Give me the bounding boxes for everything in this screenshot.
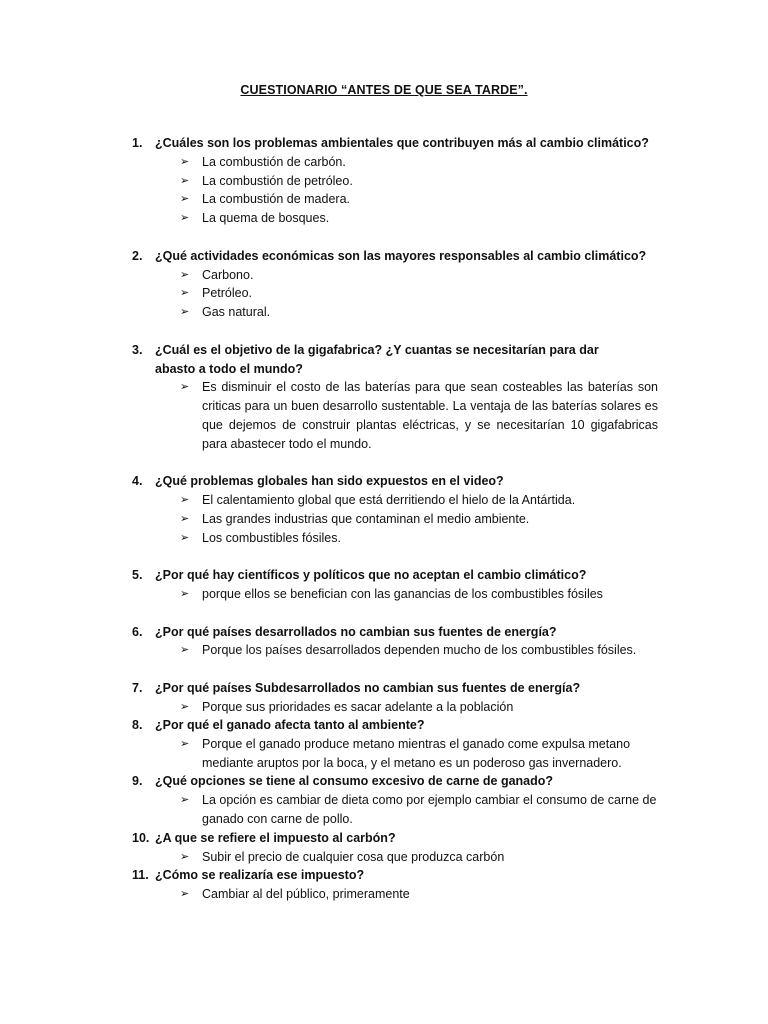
answer-text: Petróleo.	[202, 286, 253, 300]
answer-item	[180, 303, 660, 322]
question-2	[132, 247, 652, 266]
arrow-bullet-icon: ➢	[180, 588, 190, 600]
answer-text: porque ellos se benefician con las ganancias de los combustibles fósiles	[202, 587, 603, 601]
answer-item	[180, 284, 660, 303]
answer-item	[180, 529, 660, 548]
question-number: 10.	[132, 831, 150, 845]
question-number: 9.	[132, 774, 143, 788]
answer-item	[180, 641, 660, 660]
question-11	[132, 866, 652, 885]
answer-item	[180, 378, 658, 454]
arrow-bullet-icon: ➢	[180, 306, 190, 318]
question-3	[132, 341, 637, 379]
answer-item	[180, 153, 660, 172]
arrow-bullet-icon: ➢	[180, 156, 190, 168]
answer-text: Porque los países desarrollados dependen mucho de los combustibles fósiles.	[202, 643, 637, 657]
question-text: ¿Cuáles son los problemas ambientales que contribuyen más al cambio climático?	[155, 136, 649, 150]
question-text: ¿Cuál es el objetivo de la gigafabrica? ¿Y cuantas se necesitarían para dar abasto a todo el mundo?	[155, 343, 599, 376]
question-8	[132, 716, 652, 735]
answer-text: Es disminuir el costo de las baterías para que sean costeables las baterías son criticas para un buen desarrollo sustentable. La ventaja de las baterías solares es que dejemos de construir plantas eléctricas, y se necesitarían 10 gigafabricas para abastecer todo el mundo.	[202, 380, 658, 451]
question-text: ¿Por qué países desarrollados no cambian sus fuentes de energía?	[155, 625, 557, 639]
answer-text: Los combustibles fósiles.	[202, 531, 341, 545]
question-text: ¿A que se refiere el impuesto al carbón?	[155, 831, 396, 845]
answer-text: Cambiar al del público, primeramente	[202, 887, 410, 901]
question-text: ¿Qué actividades económicas son las mayores responsables al cambio climático?	[155, 249, 647, 263]
question-7	[132, 679, 652, 698]
answer-item	[180, 791, 662, 829]
question-text: ¿Por qué países Subdesarrollados no cambian sus fuentes de energía?	[155, 681, 581, 695]
arrow-bullet-icon: ➢	[180, 888, 190, 900]
question-9	[132, 772, 652, 791]
question-number: 11.	[132, 868, 149, 882]
question-text: ¿Cómo se realizaría ese impuesto?	[155, 868, 365, 882]
question-number: 6.	[132, 625, 143, 639]
answer-item	[180, 735, 662, 773]
arrow-bullet-icon: ➢	[180, 269, 190, 281]
question-text: ¿Por qué hay científicos y políticos que no aceptan el cambio climático?	[155, 568, 587, 582]
answer-item	[180, 885, 660, 904]
answer-text: Las grandes industrias que contaminan el medio ambiente.	[202, 512, 530, 526]
arrow-bullet-icon: ➢	[180, 513, 190, 525]
question-6	[132, 623, 652, 642]
answer-text: La combustión de madera.	[202, 192, 351, 206]
arrow-bullet-icon: ➢	[180, 644, 190, 656]
answer-item	[180, 190, 660, 209]
document-title: CUESTIONARIO “ANTES DE QUE SEA TARDE”.	[240, 83, 528, 97]
arrow-bullet-icon: ➢	[180, 287, 190, 299]
answer-text: Subir el precio de cualquier cosa que produzca carbón	[202, 850, 505, 864]
question-text: ¿Qué opciones se tiene al consumo excesivo de carne de ganado?	[155, 774, 554, 788]
answer-text: La combustión de petróleo.	[202, 174, 353, 188]
arrow-bullet-icon: ➢	[180, 494, 190, 506]
question-number: 8.	[132, 718, 143, 732]
question-number: 3.	[132, 343, 143, 357]
question-1	[132, 134, 652, 153]
question-number: 5.	[132, 568, 143, 582]
arrow-bullet-icon: ➢	[180, 851, 190, 863]
question-number: 2.	[132, 249, 143, 263]
answer-text: El calentamiento global que está derritiendo el hielo de la Antártida.	[202, 493, 576, 507]
question-number: 7.	[132, 681, 143, 695]
answer-text: La opción es cambiar de dieta como por ejemplo cambiar el consumo de carne de ganado con carne de pollo.	[202, 793, 657, 826]
answer-item	[180, 585, 660, 604]
question-10	[132, 829, 652, 848]
answer-text: Porque el ganado produce metano mientras el ganado come expulsa metano mediante aruptos por la boca, y el metano es un poderoso gas invernadero.	[202, 737, 631, 770]
arrow-bullet-icon: ➢	[180, 701, 190, 713]
answer-text: Gas natural.	[202, 305, 271, 319]
question-5	[132, 566, 652, 585]
answer-text: La combustión de carbón.	[202, 155, 346, 169]
question-4	[132, 472, 652, 491]
arrow-bullet-icon: ➢	[180, 381, 190, 393]
arrow-bullet-icon: ➢	[180, 738, 190, 750]
answer-item	[180, 848, 660, 867]
answer-item	[180, 491, 660, 510]
answer-item	[180, 698, 660, 717]
question-number: 1.	[132, 136, 143, 150]
answer-text: La quema de bosques.	[202, 211, 330, 225]
question-number: 4.	[132, 474, 143, 488]
arrow-bullet-icon: ➢	[180, 193, 190, 205]
question-text: ¿Qué problemas globales han sido expuestos en el video?	[155, 474, 504, 488]
answer-text: Carbono.	[202, 268, 254, 282]
arrow-bullet-icon: ➢	[180, 212, 190, 224]
question-text: ¿Por qué el ganado afecta tanto al ambiente?	[155, 718, 425, 732]
answer-item	[180, 172, 660, 191]
answer-item	[180, 266, 660, 285]
arrow-bullet-icon: ➢	[180, 794, 190, 806]
answer-item	[180, 209, 660, 228]
arrow-bullet-icon: ➢	[180, 532, 190, 544]
answer-item	[180, 510, 660, 529]
answer-text: Porque sus prioridades es sacar adelante a la población	[202, 700, 514, 714]
arrow-bullet-icon: ➢	[180, 175, 190, 187]
